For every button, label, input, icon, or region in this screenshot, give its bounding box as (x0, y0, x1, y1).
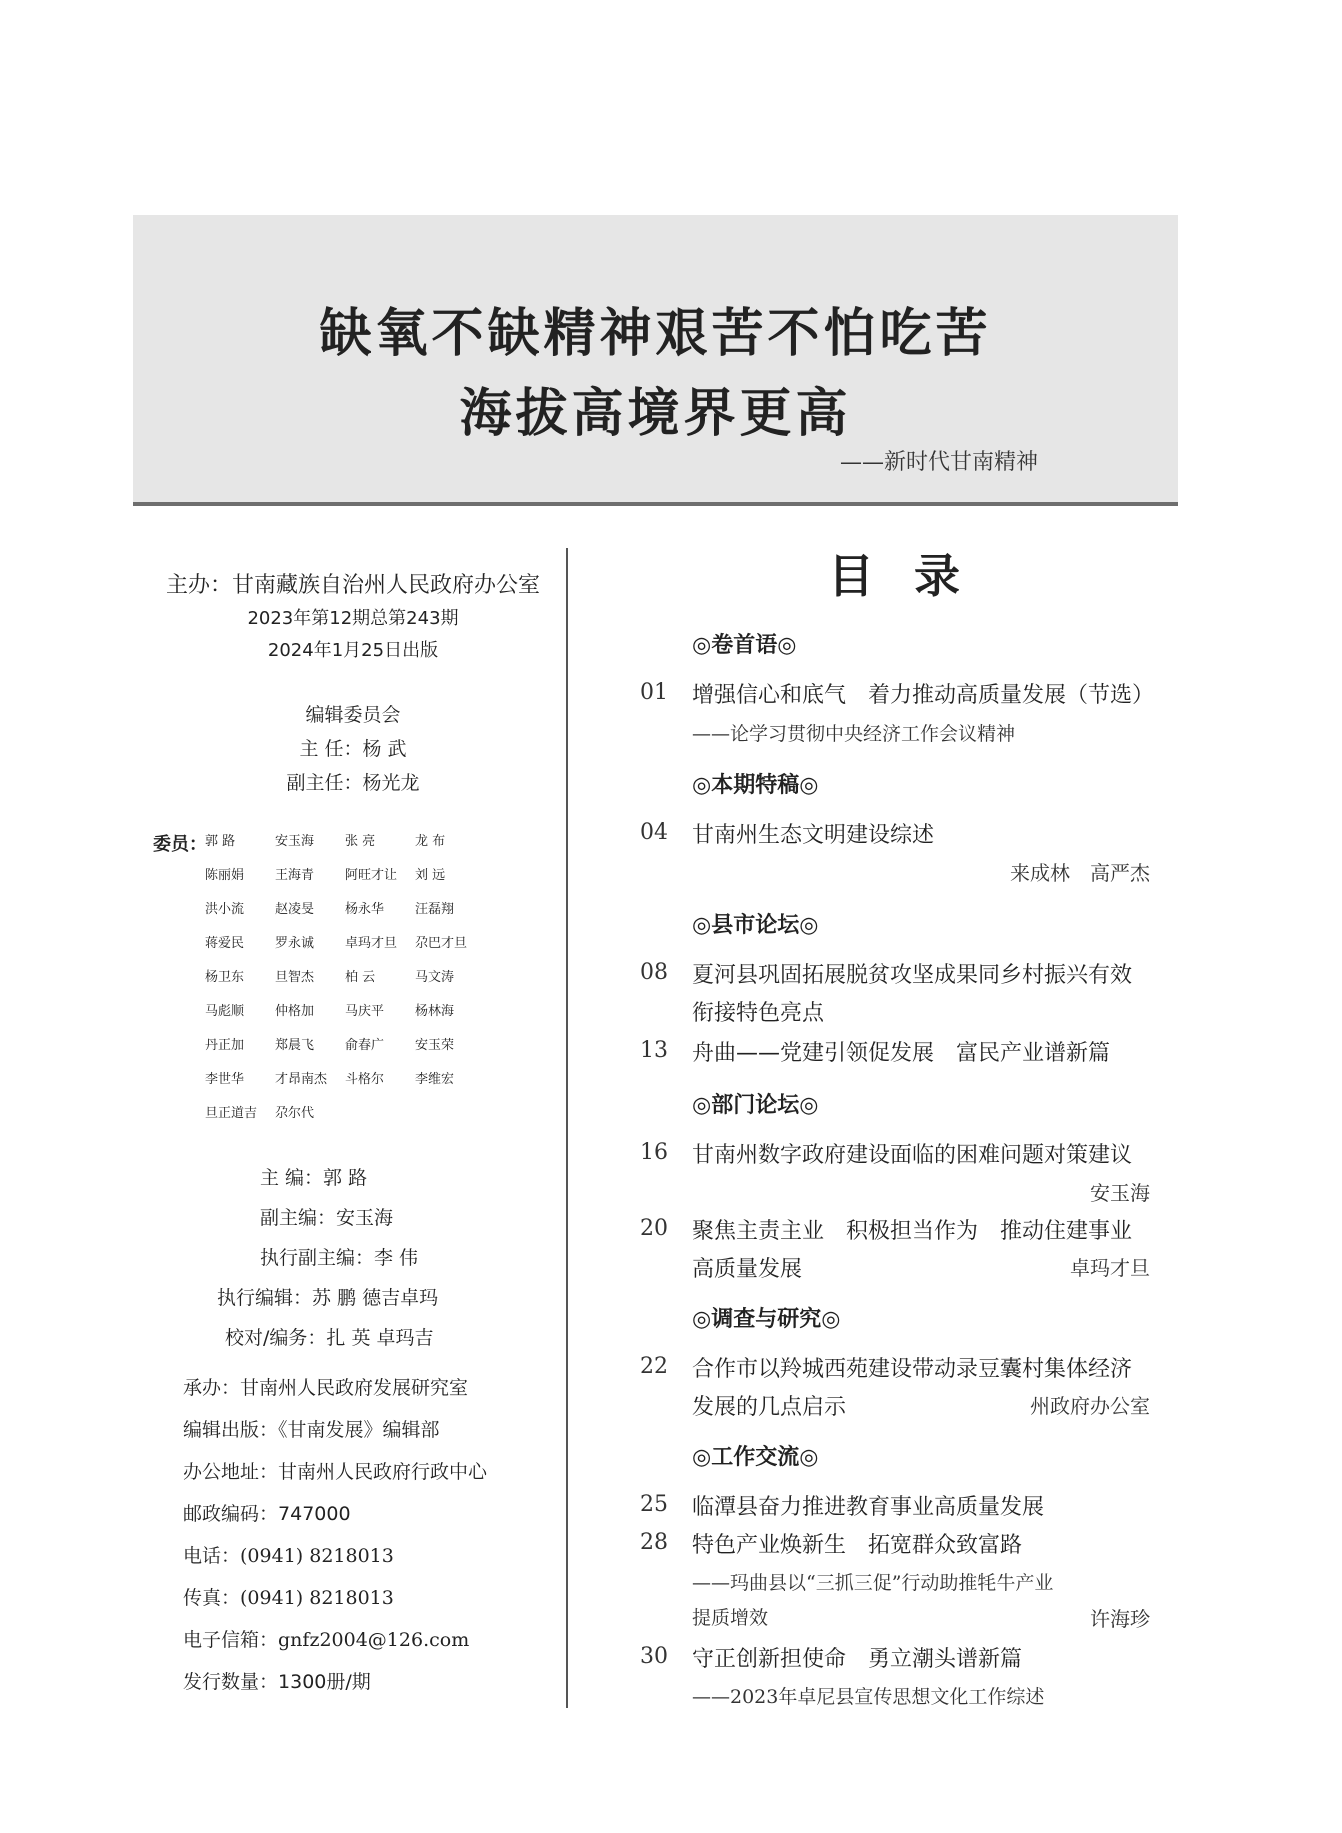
member-name: 杨卫东 (205, 970, 245, 985)
info-label: 编辑出版： (183, 1419, 279, 1441)
toc-title: 目录 (828, 549, 1000, 603)
info-label: 邮政编码： (183, 1503, 279, 1525)
info-address (183, 1457, 487, 1484)
motto-line-2: 海拔高境界更高 (459, 383, 852, 444)
member-name: 洪小流 (205, 902, 245, 917)
article-page: 30 (640, 1644, 668, 1669)
section-work-exchange: ◎工作交流◎ (692, 1444, 819, 1470)
member-name: 刘 远 (415, 868, 446, 883)
article-page: 16 (640, 1140, 668, 1165)
article-author: 州政府办公室 (1030, 1394, 1150, 1418)
staff-label: 执行副主编： (260, 1247, 375, 1269)
article-page: 22 (640, 1354, 668, 1379)
member-name: 安玉荣 (415, 1038, 455, 1053)
info-value: 甘南州人民政府行政中心 (278, 1461, 488, 1483)
article-subtitle-cont: 提质增效 (692, 1607, 769, 1629)
member-name: 阿旺才让 (345, 868, 398, 883)
article-title[interactable]: 合作市以羚城西苑建设带动录豆囊村集体经济 (692, 1357, 1133, 1382)
member-name: 安玉海 (275, 834, 315, 849)
article-title-cont[interactable]: 高质量发展 (692, 1257, 803, 1282)
member-name: 王海青 (275, 868, 315, 883)
info-label: 电子信箱： (183, 1629, 279, 1651)
member-name: 旦智杰 (275, 970, 315, 985)
motto-attribution: ——新时代甘南精神 (839, 450, 1038, 475)
article-title-cont[interactable]: 发展的几点启示 (692, 1395, 847, 1420)
staff-name: 苏 鹏 德吉卓玛 (312, 1287, 439, 1309)
info-value: (0941) 8218013 (240, 1545, 394, 1567)
member-name: 蒋爱民 (205, 936, 245, 951)
issue-number: 2023年第12期总第243期 (247, 608, 459, 629)
article-title[interactable]: 舟曲——党建引领促发展 富民产业谱新篇 (692, 1041, 1111, 1066)
member-name: 罗永诚 (275, 936, 315, 951)
member-name: 才昂南杰 (275, 1072, 328, 1087)
info-postcode (183, 1499, 351, 1526)
staff-name: 扎 英 卓玛吉 (326, 1327, 434, 1349)
column-divider (566, 548, 568, 1708)
section-foreword: ◎卷首语◎ (692, 632, 797, 658)
board-vice-director (143, 768, 563, 795)
member-name: 陈丽娟 (205, 868, 245, 883)
article-title[interactable]: 夏河县巩固拓展脱贫攻坚成果同乡村振兴有效 (692, 963, 1133, 988)
member-name: 杨永华 (345, 902, 385, 917)
staff-label: 主 编： (260, 1167, 324, 1189)
member-name: 杨林海 (415, 1004, 455, 1019)
vice-director-name: 杨光龙 (362, 772, 420, 794)
article-page: 28 (640, 1530, 668, 1555)
staff-name: 安玉海 (336, 1207, 394, 1229)
vice-director-label: 副主任： (286, 772, 363, 794)
section-department-forum: ◎部门论坛◎ (692, 1092, 819, 1118)
info-value: 747000 (278, 1503, 351, 1525)
article-title[interactable]: 聚焦主责主业 积极担当作为 推动住建事业 (692, 1219, 1133, 1244)
article-title[interactable]: 增强信心和底气 着力推动高质量发展（节选） (692, 683, 1155, 708)
article-page: 25 (640, 1492, 668, 1517)
members-label: 委员： (153, 834, 207, 855)
member-name: 赵凌旻 (275, 902, 315, 917)
info-email (183, 1625, 469, 1652)
article-title[interactable]: 守正创新担使命 勇立潮头谱新篇 (692, 1647, 1023, 1672)
article-author: 许海珍 (1090, 1607, 1150, 1631)
info-value: 1300册/期 (278, 1671, 371, 1693)
member-name: 张 亮 (345, 834, 376, 849)
article-page: 13 (640, 1038, 668, 1063)
info-label: 电话： (183, 1545, 241, 1567)
editorial-board-title: 编辑委员会 (305, 704, 401, 726)
member-name: 马文涛 (415, 970, 455, 985)
staff-executive-editor (217, 1283, 438, 1310)
staff-label: 执行编辑： (217, 1287, 313, 1309)
info-label: 办公地址： (183, 1461, 279, 1483)
member-name: 马庆平 (345, 1004, 385, 1019)
info-fax (183, 1583, 394, 1610)
member-name: 尕尔代 (275, 1106, 315, 1121)
staff-name: 郭 路 (323, 1167, 368, 1189)
staff-label: 校对/编务： (225, 1327, 327, 1349)
member-name: 郭 路 (205, 834, 236, 849)
member-name: 卓玛才旦 (345, 936, 398, 951)
info-organizer (183, 1373, 468, 1400)
info-value: 《甘南发展》编辑部 (278, 1419, 440, 1441)
info-value: (0941) 8218013 (240, 1587, 394, 1609)
article-title[interactable]: 特色产业焕新生 拓宽群众致富路 (692, 1533, 1023, 1558)
staff-label: 副主编： (260, 1207, 337, 1229)
member-name: 马彪顺 (205, 1004, 245, 1019)
article-author: 安玉海 (1090, 1181, 1150, 1205)
article-title[interactable]: 临潭县奋力推进教育事业高质量发展 (692, 1495, 1045, 1520)
member-name: 李维宏 (415, 1072, 455, 1087)
staff-name: 李 伟 (374, 1247, 419, 1269)
info-label: 传真： (183, 1587, 241, 1609)
member-name: 俞春广 (345, 1038, 385, 1053)
member-name: 尕巴才旦 (415, 936, 468, 951)
article-page: 08 (640, 960, 668, 985)
member-name: 旦正道吉 (205, 1106, 258, 1121)
info-value: 甘南州人民政府发展研究室 (240, 1377, 469, 1399)
staff-chief-editor (260, 1163, 367, 1190)
member-name: 郑晨飞 (275, 1038, 315, 1053)
article-subtitle: ——论学习贯彻中央经济工作会议精神 (692, 723, 1016, 745)
motto-banner (133, 215, 1178, 506)
article-title[interactable]: 甘南州生态文明建设综述 (692, 823, 935, 848)
motto-line-1: 缺氧不缺精神艰苦不怕吃苦 (319, 303, 992, 364)
staff-proofreader (225, 1323, 434, 1350)
staff-deputy-editor (260, 1203, 393, 1230)
member-name: 汪磊翔 (415, 902, 455, 917)
section-research: ◎调查与研究◎ (692, 1306, 841, 1332)
board-director (143, 734, 563, 761)
member-name: 李世华 (205, 1072, 245, 1087)
staff-executive-deputy-editor (260, 1243, 418, 1270)
info-label: 承办： (183, 1377, 241, 1399)
article-author: 卓玛才旦 (1070, 1256, 1150, 1280)
director-name: 杨 武 (362, 738, 407, 760)
info-phone (183, 1541, 394, 1568)
article-page: 20 (640, 1216, 668, 1241)
member-name: 柏 云 (345, 970, 376, 985)
info-label: 发行数量： (183, 1671, 279, 1693)
info-publisher (183, 1415, 440, 1442)
member-name: 丹正加 (205, 1038, 245, 1053)
member-name: 仲格加 (275, 1004, 315, 1019)
members-list (205, 832, 505, 1124)
member-name: 龙 布 (415, 834, 446, 849)
info-value: gnfz2004@126.com (278, 1629, 470, 1651)
article-page: 01 (640, 680, 668, 705)
article-author: 来成林 高严杰 (1010, 861, 1150, 885)
publication-date: 2024年1月25日出版 (267, 640, 439, 661)
article-page: 04 (640, 820, 668, 845)
member-name: 斗格尔 (345, 1072, 385, 1087)
director-label: 主 任： (299, 738, 363, 760)
section-county-forum: ◎县市论坛◎ (692, 912, 819, 938)
article-title[interactable]: 甘南州数字政府建设面临的困难问题对策建议 (692, 1143, 1133, 1168)
article-subtitle: ——玛曲县以“三抓三促”行动助推牦牛产业 (692, 1572, 1054, 1594)
section-special: ◎本期特稿◎ (692, 772, 819, 798)
article-title-cont[interactable]: 衔接特色亮点 (692, 1001, 825, 1026)
info-circulation (183, 1667, 371, 1694)
article-subtitle: ——2023年卓尼县宣传思想文化工作综述 (692, 1686, 1045, 1708)
sponsor: 主办：甘南藏族自治州人民政府办公室 (165, 573, 540, 598)
